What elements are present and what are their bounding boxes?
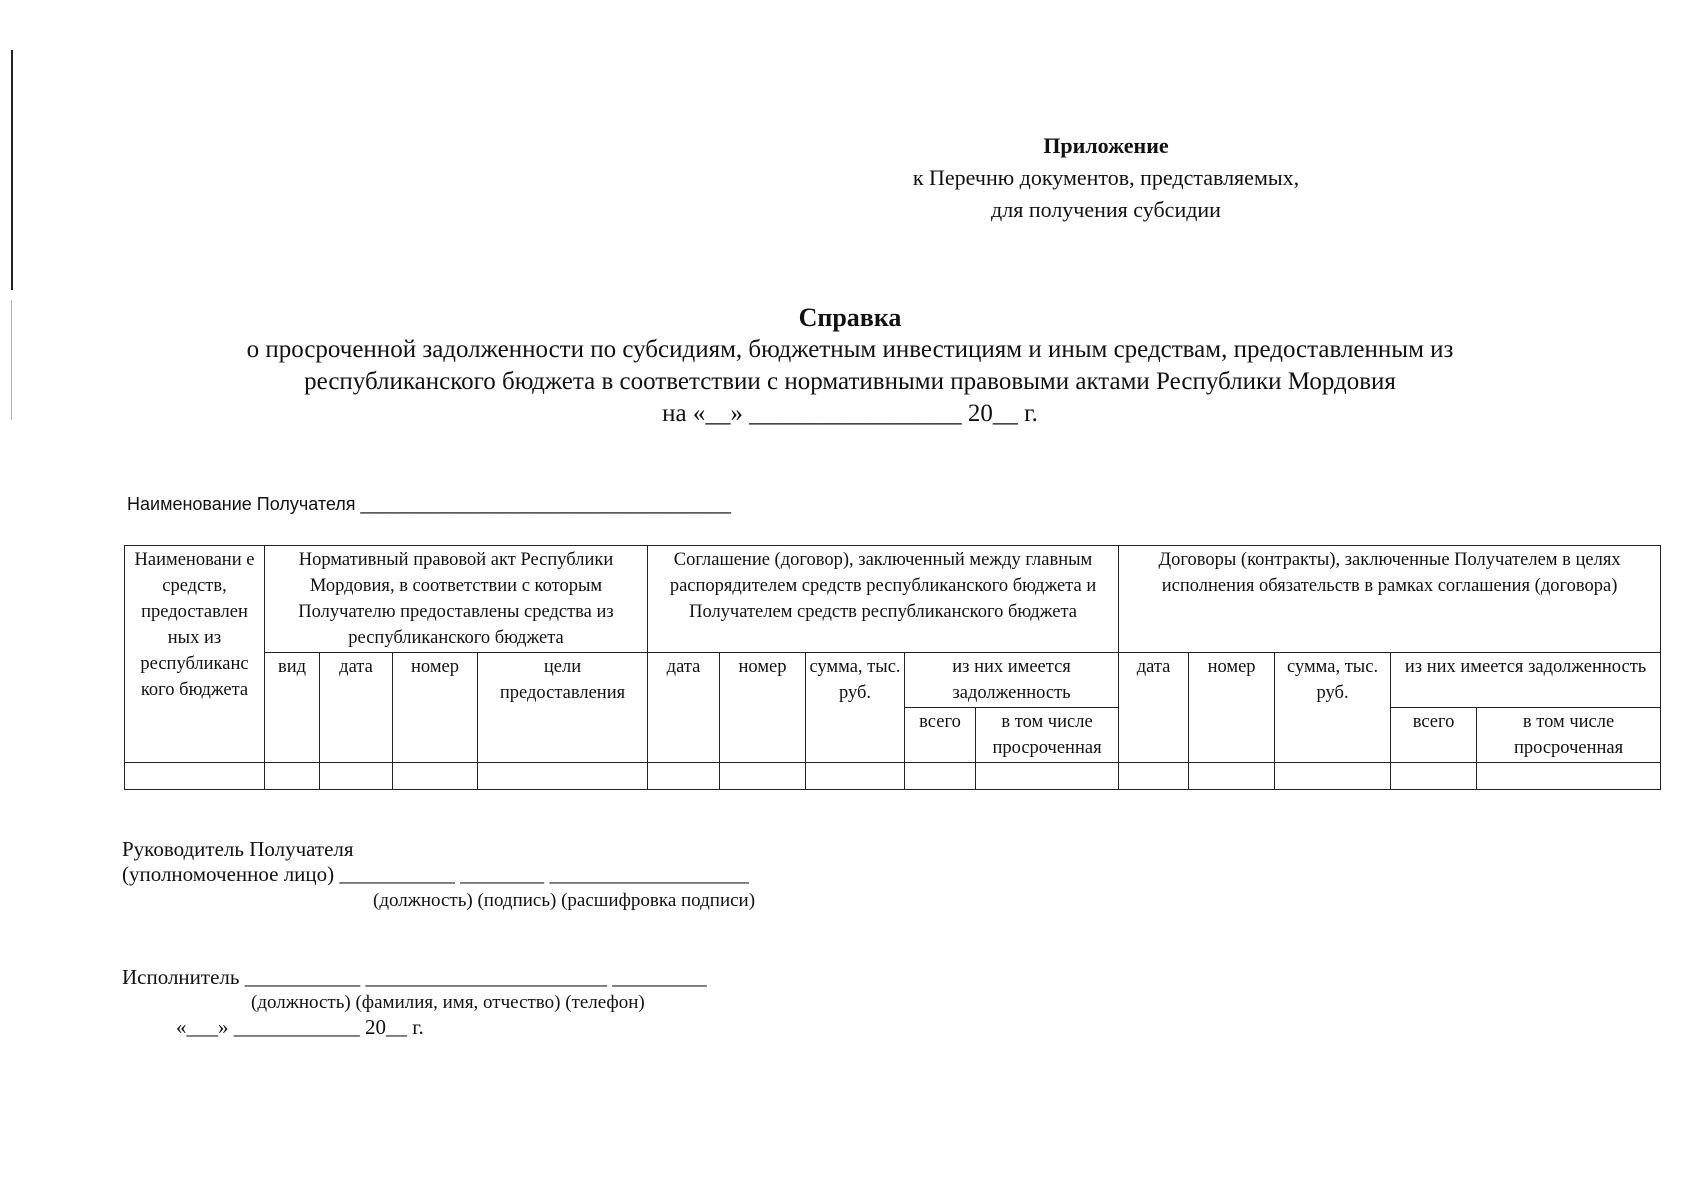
table-cell[interactable] [1391,763,1477,790]
group-agreement: Соглашение (договор), заключенный между главным распорядителем средств республиканского бюджета и Получателем средств республиканского бюджета [648,546,1119,653]
g2-date: дата [648,653,720,763]
executor-line: Исполнитель ___________ _______________________ _________ [122,965,707,989]
g3-debt: из них имеется задолженность [1391,653,1661,708]
table-header-row-2 [125,653,1661,708]
g1-number: номер [393,653,478,763]
g3-date: дата [1119,653,1189,763]
title-date-line: на «__» _________________ 20__ г. [662,400,1038,427]
g2-number: номер [720,653,806,763]
head-caption: (должность) (подпись) (расшифровка подписи) [373,890,756,911]
table-cell[interactable] [1189,763,1275,790]
g2-overdue: в том числе просроченная [976,708,1119,763]
table-cell[interactable] [806,763,905,790]
g1-type: вид [265,653,320,763]
table-cell[interactable] [478,763,648,790]
g3-sum: сумма, тыс. руб. [1275,653,1391,763]
title-heading: Справка [798,303,902,332]
group-legal-act: Нормативный правовой акт Республики Мордовия, в соответствии с которым Получателю предоставлены средства из республиканского бюджета [265,546,648,653]
head-line-1: Руководитель Получателя [122,837,354,861]
scan-edge-mark [11,50,13,290]
table-row [125,763,1661,790]
appendix-line-1: к Перечню документов, представляемых, [912,165,1300,190]
recipient-name-field: Наименование Получателя _____________________________________ [127,494,731,514]
appendix-line-2: для получения субсидии [991,197,1221,222]
table-cell[interactable] [1119,763,1189,790]
table-cell[interactable] [320,763,393,790]
table-cell[interactable] [125,763,265,790]
title-line-2: республиканского бюджета в соответствии с нормативными правовыми актами Республики Мордовия [304,368,1396,395]
table-cell[interactable] [648,763,720,790]
date-line: «___» ____________ 20__ г. [176,1015,424,1039]
appendix-block [826,130,1386,226]
head-line-2: (уполномоченное лицо) ___________ ________ ___________________ [122,862,749,886]
table-cell[interactable] [976,763,1119,790]
debt-table [124,545,1661,790]
g2-total: всего [905,708,976,763]
g3-total: всего [1391,708,1477,763]
executor-caption: (должность) (фамилия, имя, отчество) (телефон) [251,992,645,1013]
table-header-row-1 [125,546,1661,653]
g2-sum: сумма, тыс. руб. [806,653,905,763]
table-cell[interactable] [265,763,320,790]
table-cell[interactable] [905,763,976,790]
document-title [150,302,1550,430]
group-contracts: Договоры (контракты), заключенные Получателем в целях исполнения обязательств в рамках соглашения (договора) [1119,546,1661,653]
table-cell[interactable] [1275,763,1391,790]
g3-number: номер [1189,653,1275,763]
table-cell[interactable] [1477,763,1661,790]
g2-debt: из них имеется задолженность [905,653,1119,708]
table-cell[interactable] [720,763,806,790]
col-funds-name: Наименовани е средств, предоставлен ных из республиканс кого бюджета [125,546,265,763]
g3-overdue: в том числе просроченная [1477,708,1661,763]
title-line-1: о просроченной задолженности по субсидиям, бюджетным инвестициям и иным средствам, предоставленным из [246,336,1454,363]
appendix-heading: Приложение [1043,133,1169,158]
g1-purpose: цели предоставления [478,653,648,763]
table-cell[interactable] [393,763,478,790]
g1-date: дата [320,653,393,763]
scan-edge-mark-faint [11,300,12,420]
head-signature-block [122,837,749,887]
